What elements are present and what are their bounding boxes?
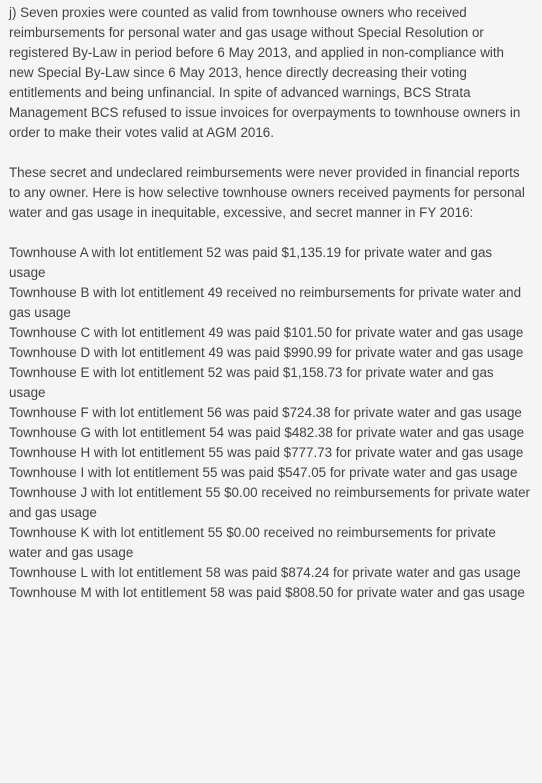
list-item: Townhouse D with lot entitlement 49 was paid $990.99 for private water and gas usage bbox=[9, 345, 524, 360]
townhouse-payments-list bbox=[9, 243, 532, 603]
list-item: Townhouse I with lot entitlement 55 was paid $547.05 for private water and gas usage bbox=[9, 465, 518, 480]
list-item: Townhouse L with lot entitlement 58 was paid $874.24 for private water and gas usage bbox=[9, 565, 521, 580]
list-item: Townhouse M with lot entitlement 58 was paid $808.50 for private water and gas usage bbox=[9, 585, 525, 600]
list-item: Townhouse J with lot entitlement 55 $0.00 received no reimbursements for private water and gas usage bbox=[9, 485, 531, 520]
list-item: Townhouse G with lot entitlement 54 was paid $482.38 for private water and gas usage bbox=[9, 425, 525, 440]
list-item: Townhouse A with lot entitlement 52 was paid $1,135.19 for private water and gas usage bbox=[9, 245, 493, 280]
paragraph-j: j) Seven proxies were counted as valid from townhouse owners who received reimbursements for personal water and gas usage without Special Resolution or registered By-Law in period before 6 May 2013, and applied in non-compliance with new Special By-Law since 6 May 2013, hence directly decreasing their voting entitlements and being unfinancial. In spite of advanced warnings, BCS Strata Management BCS refused to issue invoices for overpayments to townhouse owners in order to make their votes valid at AGM 2016. bbox=[9, 5, 521, 140]
paragraph-secret-reimbursements: These secret and undeclared reimbursements were never provided in financial reports to any owner. Here is how selective townhouse owners received payments for personal water and gas usage in inequitable, excessive, and secret manner in FY 2016: bbox=[9, 165, 525, 220]
list-item: Townhouse E with lot entitlement 52 was paid $1,158.73 for private water and gas usage bbox=[9, 365, 494, 400]
list-item: Townhouse B with lot entitlement 49 received no reimbursements for private water and gas usage bbox=[9, 285, 522, 320]
list-item: Townhouse C with lot entitlement 49 was paid $101.50 for private water and gas usage bbox=[9, 325, 524, 340]
list-item: Townhouse F with lot entitlement 56 was paid $724.38 for private water and gas usage bbox=[9, 405, 522, 420]
list-item: Townhouse H with lot entitlement 55 was paid $777.73 for private water and gas usage bbox=[9, 445, 524, 460]
list-item: Townhouse K with lot entitlement 55 $0.00 received no reimbursements for private water and gas usage bbox=[9, 525, 496, 560]
